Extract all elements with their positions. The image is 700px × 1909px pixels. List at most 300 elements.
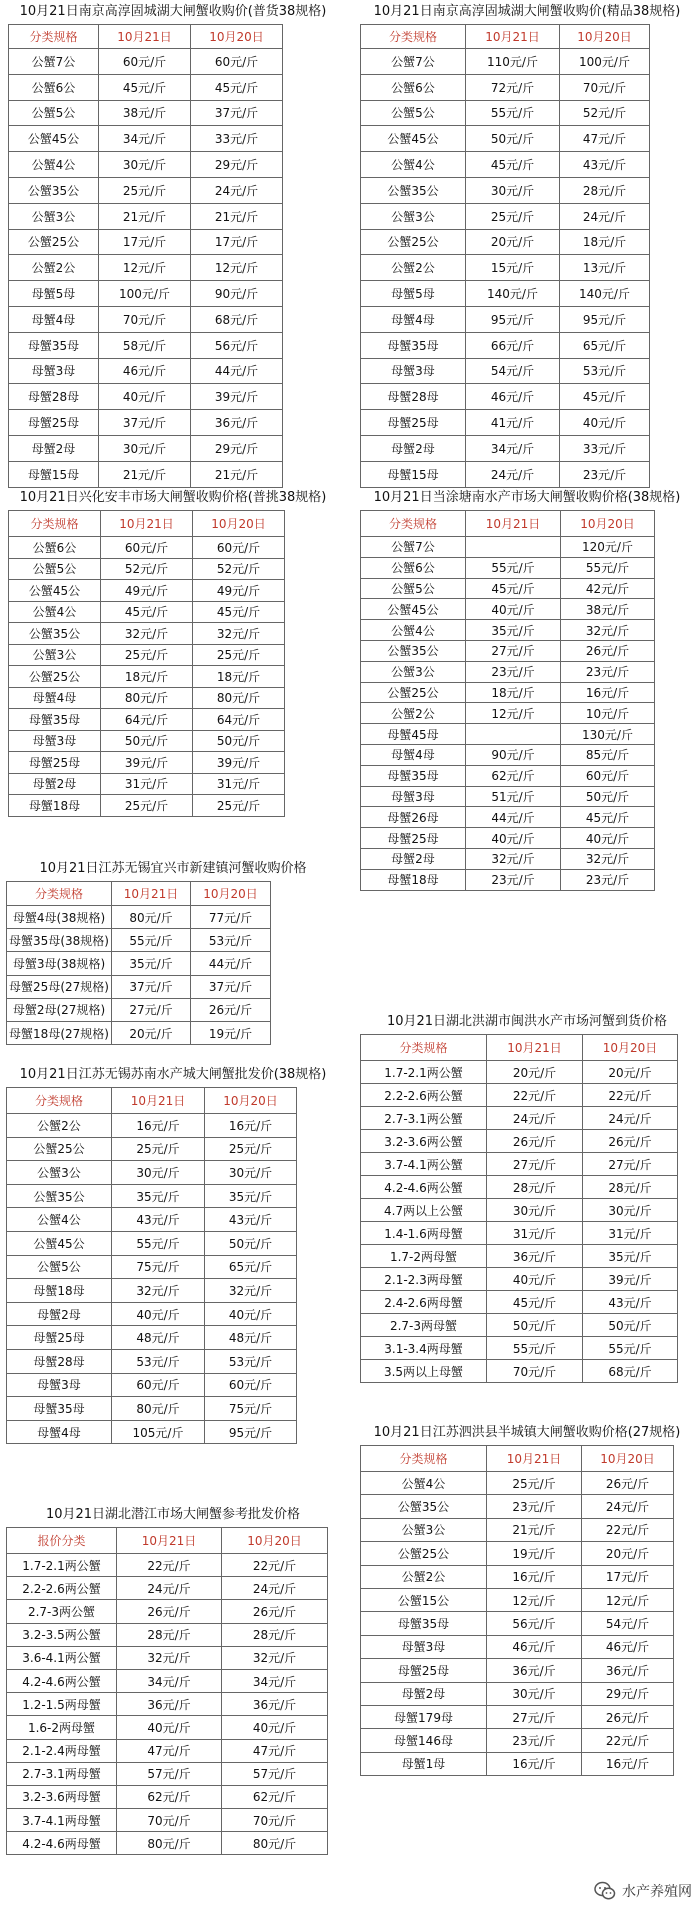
table-row xyxy=(9,384,283,410)
table-row xyxy=(7,1420,297,1444)
price-yesterday-cell: 56元/斤 xyxy=(191,332,283,358)
table-row xyxy=(361,1061,678,1084)
price-yesterday-cell: 57元/斤 xyxy=(222,1762,328,1785)
price-yesterday-cell: 37元/斤 xyxy=(191,975,271,998)
price-yesterday-cell: 25元/斤 xyxy=(205,1137,297,1161)
column-header: 10月21日 xyxy=(487,1035,583,1061)
spec-cell: 母蟹25母 xyxy=(361,828,466,849)
table-header-row xyxy=(361,511,655,537)
price-yesterday-cell: 54元/斤 xyxy=(582,1612,674,1635)
table-row xyxy=(361,1130,678,1153)
price-yesterday-cell: 19元/斤 xyxy=(191,1021,271,1044)
price-block xyxy=(354,486,700,891)
spec-cell: 公蟹7公 xyxy=(361,537,466,558)
price-block xyxy=(0,1063,346,1444)
table-row xyxy=(361,744,655,765)
table-row xyxy=(361,1612,674,1635)
price-today-cell: 17元/斤 xyxy=(99,229,191,255)
spec-cell: 公蟹5公 xyxy=(9,558,101,580)
spec-cell: 3.7-4.1两公蟹 xyxy=(361,1153,487,1176)
table-row xyxy=(9,709,285,731)
spec-cell: 公蟹4公 xyxy=(9,601,101,623)
table-row xyxy=(7,1739,328,1762)
spec-cell: 母蟹3母 xyxy=(361,1635,487,1658)
price-today-cell: 58元/斤 xyxy=(99,332,191,358)
price-yesterday-cell: 16元/斤 xyxy=(582,1752,674,1775)
table-row xyxy=(361,1199,678,1222)
spec-cell: 3.2-3.6两公蟹 xyxy=(361,1130,487,1153)
price-yesterday-cell: 140元/斤 xyxy=(560,281,650,307)
spec-cell: 3.2-3.6两母蟹 xyxy=(7,1785,117,1808)
spec-cell: 公蟹45公 xyxy=(9,126,99,152)
price-today-cell: 80元/斤 xyxy=(101,687,193,709)
price-today-cell: 27元/斤 xyxy=(112,998,191,1021)
price-today-cell: 24元/斤 xyxy=(487,1107,583,1130)
spec-cell: 母蟹35母 xyxy=(361,1612,487,1635)
spec-cell: 母蟹3母 xyxy=(9,358,99,384)
price-today-cell: 27元/斤 xyxy=(466,640,561,661)
spec-cell: 公蟹3公 xyxy=(361,1518,487,1541)
price-today-cell: 22元/斤 xyxy=(117,1554,222,1577)
price-table xyxy=(360,24,650,488)
price-yesterday-cell: 50元/斤 xyxy=(193,730,285,752)
price-yesterday-cell: 43元/斤 xyxy=(583,1291,678,1314)
spec-cell: 公蟹35公 xyxy=(9,177,99,203)
spec-cell: 母蟹3母(38规格) xyxy=(7,952,112,975)
price-yesterday-cell: 49元/斤 xyxy=(193,580,285,602)
price-yesterday-cell: 28元/斤 xyxy=(222,1623,328,1646)
price-today-cell: 57元/斤 xyxy=(117,1762,222,1785)
price-today-cell: 12元/斤 xyxy=(466,703,561,724)
spec-cell: 公蟹25公 xyxy=(361,1542,487,1565)
watermark xyxy=(594,1881,692,1901)
table-row xyxy=(9,666,285,688)
spec-cell: 3.1-3.4两母蟹 xyxy=(361,1337,487,1360)
price-today-cell: 32元/斤 xyxy=(117,1646,222,1669)
price-yesterday-cell: 12元/斤 xyxy=(582,1588,674,1611)
table-row xyxy=(361,1659,674,1682)
table-header-row xyxy=(7,1088,297,1114)
price-today-cell: 45元/斤 xyxy=(487,1291,583,1314)
price-today-cell: 46元/斤 xyxy=(466,384,560,410)
spec-cell: 公蟹3公 xyxy=(7,1161,112,1185)
table-row xyxy=(361,703,655,724)
price-today-cell: 26元/斤 xyxy=(487,1130,583,1153)
spec-cell: 母蟹18母 xyxy=(361,869,466,890)
price-yesterday-cell: 53元/斤 xyxy=(560,358,650,384)
price-today-cell: 70元/斤 xyxy=(117,1809,222,1832)
table-row xyxy=(9,177,283,203)
spec-cell: 母蟹179母 xyxy=(361,1705,487,1728)
price-today-cell: 30元/斤 xyxy=(466,177,560,203)
price-yesterday-cell: 95元/斤 xyxy=(205,1420,297,1444)
price-today-cell: 80元/斤 xyxy=(117,1832,222,1855)
price-today-cell: 95元/斤 xyxy=(466,306,560,332)
price-today-cell: 23元/斤 xyxy=(466,869,561,890)
table-row xyxy=(361,410,650,436)
spec-cell: 母蟹28母 xyxy=(9,384,99,410)
price-today-cell: 24元/斤 xyxy=(466,461,560,487)
spec-cell: 母蟹28母 xyxy=(7,1349,112,1373)
spec-cell: 母蟹35母 xyxy=(361,765,466,786)
spec-cell: 2.2-2.6两公蟹 xyxy=(361,1084,487,1107)
price-today-cell: 35元/斤 xyxy=(112,1184,205,1208)
price-yesterday-cell: 23元/斤 xyxy=(561,661,655,682)
price-yesterday-cell: 85元/斤 xyxy=(561,744,655,765)
price-yesterday-cell: 100元/斤 xyxy=(560,49,650,75)
price-yesterday-cell: 36元/斤 xyxy=(582,1659,674,1682)
price-yesterday-cell: 16元/斤 xyxy=(205,1114,297,1138)
table-row xyxy=(361,807,655,828)
price-today-cell: 30元/斤 xyxy=(487,1199,583,1222)
price-yesterday-cell: 35元/斤 xyxy=(583,1245,678,1268)
spec-cell: 公蟹6公 xyxy=(361,557,466,578)
table-row xyxy=(361,229,650,255)
price-yesterday-cell: 60元/斤 xyxy=(193,537,285,559)
price-yesterday-cell: 70元/斤 xyxy=(560,74,650,100)
price-today-cell: 32元/斤 xyxy=(112,1279,205,1303)
price-today-cell: 27元/斤 xyxy=(487,1705,582,1728)
price-today-cell: 80元/斤 xyxy=(112,906,191,929)
price-yesterday-cell: 28元/斤 xyxy=(583,1176,678,1199)
price-today-cell: 12元/斤 xyxy=(487,1588,582,1611)
price-today-cell: 45元/斤 xyxy=(466,578,561,599)
price-yesterday-cell: 18元/斤 xyxy=(560,229,650,255)
table-row xyxy=(7,1397,297,1421)
price-today-cell: 60元/斤 xyxy=(101,537,193,559)
price-today-cell: 30元/斤 xyxy=(487,1682,582,1705)
price-yesterday-cell: 68元/斤 xyxy=(583,1360,678,1383)
spec-cell: 公蟹4公 xyxy=(361,1472,487,1495)
spec-cell: 2.7-3两公蟹 xyxy=(7,1600,117,1623)
price-today-cell: 75元/斤 xyxy=(112,1255,205,1279)
price-today-cell: 21元/斤 xyxy=(487,1518,582,1541)
spec-cell: 2.7-3.1两母蟹 xyxy=(7,1762,117,1785)
price-yesterday-cell: 39元/斤 xyxy=(583,1268,678,1291)
price-today-cell: 39元/斤 xyxy=(101,752,193,774)
table-row xyxy=(7,1161,297,1185)
price-yesterday-cell: 65元/斤 xyxy=(560,332,650,358)
table-row xyxy=(7,1255,297,1279)
price-block xyxy=(354,1010,700,1383)
column-header: 10月20日 xyxy=(222,1528,328,1554)
spec-cell: 公蟹3公 xyxy=(9,644,101,666)
spec-cell: 母蟹25母 xyxy=(9,752,101,774)
price-today-cell: 60元/斤 xyxy=(112,1373,205,1397)
column-header: 10月21日 xyxy=(101,511,193,537)
column-header: 10月20日 xyxy=(583,1035,678,1061)
spec-cell: 母蟹35母 xyxy=(9,709,101,731)
spec-cell: 母蟹18母(27规格) xyxy=(7,1021,112,1044)
price-today-cell: 110元/斤 xyxy=(466,49,560,75)
column-header: 10月20日 xyxy=(193,511,285,537)
price-yesterday-cell: 23元/斤 xyxy=(560,461,650,487)
table-row xyxy=(7,1279,297,1303)
column-header: 10月21日 xyxy=(112,882,191,906)
price-today-cell: 47元/斤 xyxy=(117,1739,222,1762)
price-today-cell: 53元/斤 xyxy=(112,1349,205,1373)
price-yesterday-cell: 50元/斤 xyxy=(205,1231,297,1255)
spec-cell: 母蟹3母 xyxy=(7,1373,112,1397)
price-yesterday-cell: 10元/斤 xyxy=(561,703,655,724)
price-yesterday-cell: 21元/斤 xyxy=(191,203,283,229)
spec-cell: 母蟹3母 xyxy=(9,730,101,752)
price-yesterday-cell: 39元/斤 xyxy=(191,384,283,410)
price-yesterday-cell: 53元/斤 xyxy=(191,929,271,952)
spec-cell: 母蟹4母 xyxy=(361,744,466,765)
price-today-cell: 34元/斤 xyxy=(117,1669,222,1692)
spec-cell: 母蟹4母 xyxy=(9,306,99,332)
table-row xyxy=(9,74,283,100)
spec-cell: 1.7-2.1两公蟹 xyxy=(361,1061,487,1084)
price-yesterday-cell: 45元/斤 xyxy=(561,807,655,828)
spec-cell: 公蟹5公 xyxy=(9,100,99,126)
table-row xyxy=(361,1682,674,1705)
price-table xyxy=(6,881,271,1045)
price-today-cell: 70元/斤 xyxy=(99,306,191,332)
price-yesterday-cell: 39元/斤 xyxy=(193,752,285,774)
price-today-cell: 25元/斤 xyxy=(99,177,191,203)
spec-cell: 3.7-4.1两母蟹 xyxy=(7,1809,117,1832)
spec-cell: 母蟹45母 xyxy=(361,724,466,745)
spec-cell: 公蟹4公 xyxy=(361,152,466,178)
column-header: 10月20日 xyxy=(191,882,271,906)
column-header: 10月20日 xyxy=(561,511,655,537)
spec-cell: 公蟹4公 xyxy=(9,152,99,178)
table-row xyxy=(361,1752,674,1775)
spec-cell: 母蟹35母 xyxy=(361,332,466,358)
price-today-cell: 60元/斤 xyxy=(99,49,191,75)
price-today-cell: 62元/斤 xyxy=(117,1785,222,1808)
price-today-cell: 20元/斤 xyxy=(112,1021,191,1044)
spec-cell: 公蟹2公 xyxy=(7,1114,112,1138)
price-today-cell: 37元/斤 xyxy=(99,410,191,436)
column-header: 分类规格 xyxy=(9,25,99,49)
price-today-cell: 49元/斤 xyxy=(101,580,193,602)
price-yesterday-cell: 70元/斤 xyxy=(222,1809,328,1832)
price-yesterday-cell: 32元/斤 xyxy=(205,1279,297,1303)
price-yesterday-cell: 42元/斤 xyxy=(561,578,655,599)
price-today-cell: 34元/斤 xyxy=(99,126,191,152)
table-header-row xyxy=(9,25,283,49)
table-row xyxy=(361,1153,678,1176)
table-row xyxy=(361,1705,674,1728)
price-yesterday-cell: 29元/斤 xyxy=(191,152,283,178)
spec-cell: 母蟹35母 xyxy=(9,332,99,358)
table-row xyxy=(9,435,283,461)
spec-cell: 母蟹25母(27规格) xyxy=(7,975,112,998)
price-yesterday-cell: 20元/斤 xyxy=(582,1542,674,1565)
price-yesterday-cell: 22元/斤 xyxy=(583,1084,678,1107)
spec-cell: 公蟹7公 xyxy=(361,49,466,75)
table-row xyxy=(9,332,283,358)
table-header-row xyxy=(361,1446,674,1472)
price-yesterday-cell: 45元/斤 xyxy=(560,384,650,410)
price-today-cell: 38元/斤 xyxy=(99,100,191,126)
wechat-icon xyxy=(594,1881,616,1901)
spec-cell: 公蟹3公 xyxy=(9,203,99,229)
price-today-cell: 55元/斤 xyxy=(112,1231,205,1255)
price-today-cell: 50元/斤 xyxy=(487,1314,583,1337)
table-row xyxy=(361,358,650,384)
watermark-text: 水产养殖网 xyxy=(622,1884,692,1900)
spec-cell: 母蟹5母 xyxy=(9,281,99,307)
price-yesterday-cell: 28元/斤 xyxy=(560,177,650,203)
price-today-cell: 54元/斤 xyxy=(466,358,560,384)
table-row xyxy=(7,1373,297,1397)
table-row xyxy=(361,1222,678,1245)
table-row xyxy=(361,1472,674,1495)
price-today-cell: 55元/斤 xyxy=(487,1337,583,1360)
price-yesterday-cell: 52元/斤 xyxy=(193,558,285,580)
table-row xyxy=(361,1542,674,1565)
table-header-row xyxy=(7,882,271,906)
table-row xyxy=(361,100,650,126)
column-header: 分类规格 xyxy=(7,882,112,906)
price-yesterday-cell: 24元/斤 xyxy=(583,1107,678,1130)
price-table xyxy=(8,24,283,488)
table-row xyxy=(9,537,285,559)
spec-cell: 2.1-2.3两母蟹 xyxy=(361,1268,487,1291)
spec-cell: 公蟹6公 xyxy=(361,74,466,100)
column-header: 10月20日 xyxy=(205,1088,297,1114)
price-yesterday-cell: 17元/斤 xyxy=(582,1565,674,1588)
spec-cell: 公蟹25公 xyxy=(361,682,466,703)
table-header-row xyxy=(9,511,285,537)
column-header: 10月21日 xyxy=(99,25,191,49)
spec-cell: 母蟹2母(27规格) xyxy=(7,998,112,1021)
table-row xyxy=(361,661,655,682)
price-today-cell: 40元/斤 xyxy=(117,1716,222,1739)
price-yesterday-cell: 90元/斤 xyxy=(191,281,283,307)
table-row xyxy=(361,869,655,890)
price-yesterday-cell: 37元/斤 xyxy=(191,100,283,126)
table-row xyxy=(9,644,285,666)
price-today-cell: 51元/斤 xyxy=(466,786,561,807)
price-yesterday-cell: 60元/斤 xyxy=(191,49,283,75)
price-yesterday-cell: 75元/斤 xyxy=(205,1397,297,1421)
table-row xyxy=(7,975,271,998)
table-row xyxy=(9,623,285,645)
table-row xyxy=(361,620,655,641)
spec-cell: 公蟹35公 xyxy=(361,640,466,661)
price-today-cell: 36元/斤 xyxy=(487,1659,582,1682)
price-yesterday-cell: 55元/斤 xyxy=(561,557,655,578)
price-yesterday-cell: 52元/斤 xyxy=(560,100,650,126)
price-today-cell: 36元/斤 xyxy=(117,1693,222,1716)
price-today-cell: 52元/斤 xyxy=(101,558,193,580)
table-row xyxy=(361,74,650,100)
price-yesterday-cell: 32元/斤 xyxy=(193,623,285,645)
price-today-cell: 66元/斤 xyxy=(466,332,560,358)
price-today-cell: 46元/斤 xyxy=(99,358,191,384)
spec-cell: 母蟹25母 xyxy=(9,410,99,436)
spec-cell: 公蟹45公 xyxy=(7,1231,112,1255)
price-yesterday-cell: 23元/斤 xyxy=(561,869,655,890)
price-yesterday-cell: 32元/斤 xyxy=(561,848,655,869)
price-today-cell: 45元/斤 xyxy=(466,152,560,178)
price-yesterday-cell: 12元/斤 xyxy=(191,255,283,281)
spec-cell: 公蟹25公 xyxy=(9,229,99,255)
table-row xyxy=(7,1716,328,1739)
price-today-cell: 90元/斤 xyxy=(466,744,561,765)
spec-cell: 母蟹2母 xyxy=(361,435,466,461)
spec-cell: 母蟹28母 xyxy=(361,384,466,410)
table-row xyxy=(361,557,655,578)
spec-cell: 公蟹4公 xyxy=(7,1208,112,1232)
price-block xyxy=(0,486,346,817)
spec-cell: 母蟹2母 xyxy=(9,435,99,461)
table-row xyxy=(7,1208,297,1232)
column-header: 10月21日 xyxy=(466,511,561,537)
table-row xyxy=(361,1729,674,1752)
price-yesterday-cell: 29元/斤 xyxy=(582,1682,674,1705)
table-row xyxy=(7,1762,328,1785)
price-today-cell: 46元/斤 xyxy=(487,1635,582,1658)
price-today-cell: 20元/斤 xyxy=(487,1061,583,1084)
price-yesterday-cell: 22元/斤 xyxy=(582,1518,674,1541)
spec-cell: 母蟹4母 xyxy=(7,1420,112,1444)
table-row xyxy=(361,828,655,849)
price-today-cell: 45元/斤 xyxy=(99,74,191,100)
price-yesterday-cell: 50元/斤 xyxy=(583,1314,678,1337)
spec-cell: 公蟹5公 xyxy=(361,578,466,599)
price-yesterday-cell: 25元/斤 xyxy=(193,795,285,817)
price-yesterday-cell: 24元/斤 xyxy=(560,203,650,229)
table-title: 10月21日兴化安丰市场大闸蟹收购价格(普挑38规格) xyxy=(19,490,327,505)
table-row xyxy=(361,1291,678,1314)
spec-cell: 1.7-2.1两公蟹 xyxy=(7,1554,117,1577)
price-today-cell: 19元/斤 xyxy=(487,1542,582,1565)
table-title: 10月21日南京高淳固城湖大闸蟹收购价(精品38规格) xyxy=(373,4,681,19)
table-row xyxy=(7,1302,297,1326)
table-title: 10月21日江苏无锡苏南水产城大闸蟹批发价(38规格) xyxy=(19,1067,327,1082)
column-header: 分类规格 xyxy=(361,1446,487,1472)
price-today-cell: 25元/斤 xyxy=(101,795,193,817)
price-table xyxy=(6,1527,328,1855)
spec-cell: 2.4-2.6两母蟹 xyxy=(361,1291,487,1314)
table-row xyxy=(7,998,271,1021)
price-yesterday-cell: 30元/斤 xyxy=(583,1199,678,1222)
spec-cell: 公蟹35公 xyxy=(361,177,466,203)
price-today-cell: 18元/斤 xyxy=(101,666,193,688)
price-yesterday-cell: 40元/斤 xyxy=(222,1716,328,1739)
price-today-cell: 25元/斤 xyxy=(112,1137,205,1161)
spec-cell: 公蟹3公 xyxy=(361,203,466,229)
table-row xyxy=(361,537,655,558)
price-today-cell: 64元/斤 xyxy=(101,709,193,731)
table-row xyxy=(361,1588,674,1611)
table-title: 10月21日江苏泗洪县半城镇大闸蟹收购价格(27规格) xyxy=(373,1425,681,1440)
price-yesterday-cell: 130元/斤 xyxy=(561,724,655,745)
price-yesterday-cell: 47元/斤 xyxy=(560,126,650,152)
price-yesterday-cell: 26元/斤 xyxy=(582,1705,674,1728)
price-today-cell: 26元/斤 xyxy=(117,1600,222,1623)
table-row xyxy=(7,1693,328,1716)
column-header: 分类规格 xyxy=(7,1088,112,1114)
table-row xyxy=(7,952,271,975)
price-today-cell: 40元/斤 xyxy=(112,1302,205,1326)
price-yesterday-cell: 31元/斤 xyxy=(193,773,285,795)
column-header: 10月20日 xyxy=(560,25,650,49)
table-row xyxy=(361,1107,678,1130)
spec-cell: 公蟹5公 xyxy=(361,100,466,126)
spec-cell: 1.7-2两母蟹 xyxy=(361,1245,487,1268)
price-yesterday-cell: 45元/斤 xyxy=(193,601,285,623)
price-today-cell: 45元/斤 xyxy=(101,601,193,623)
spec-cell: 公蟹4公 xyxy=(361,620,466,641)
spec-cell: 母蟹25母 xyxy=(7,1326,112,1350)
